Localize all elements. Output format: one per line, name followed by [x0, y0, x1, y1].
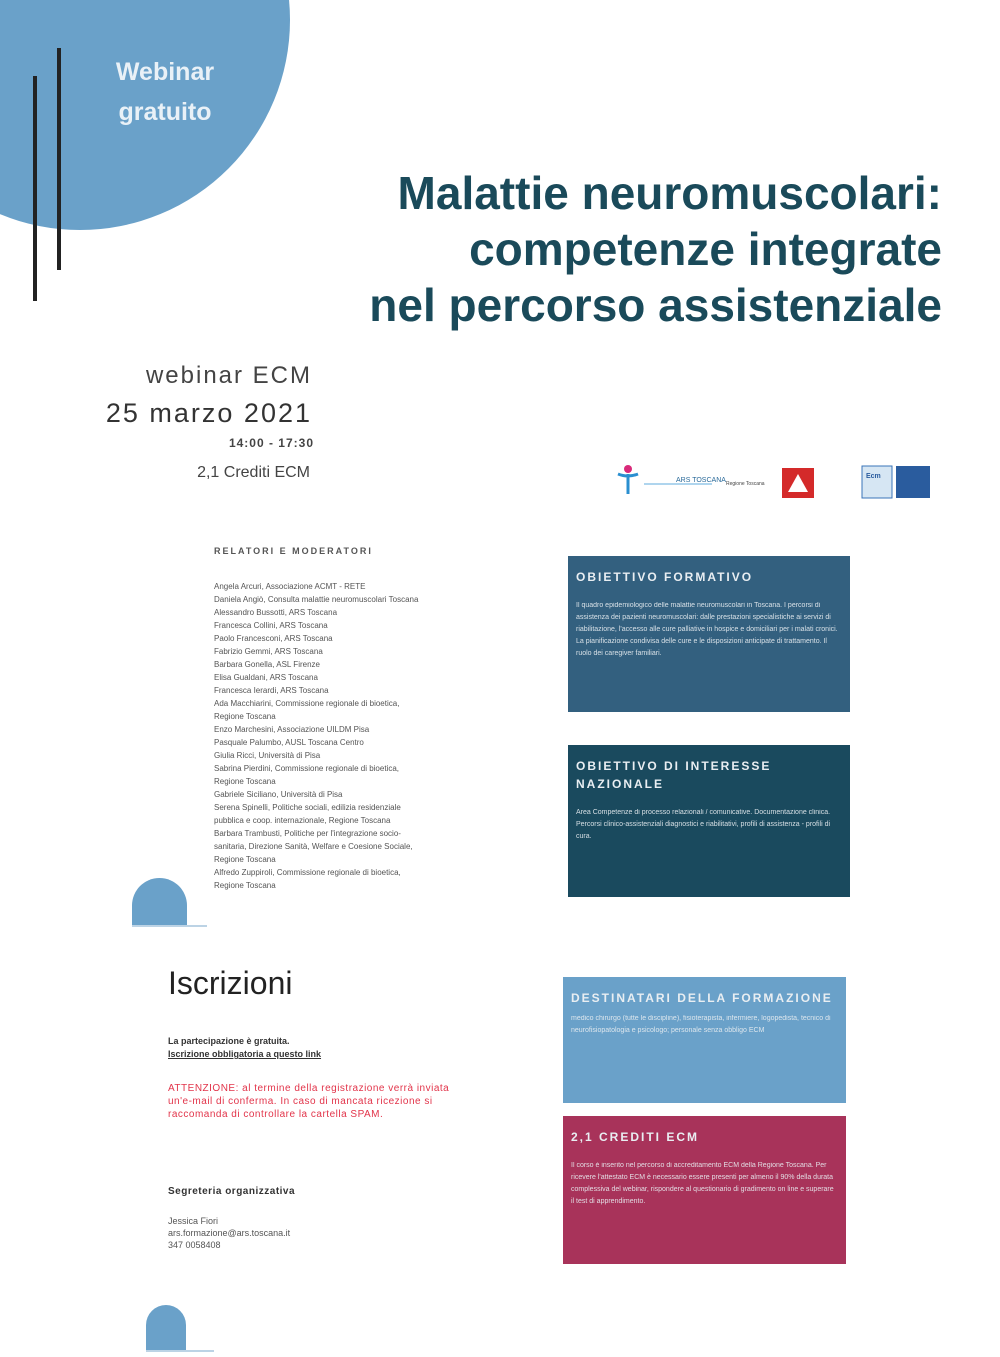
speaker-item: Ada Macchiarini, Commissione regionale di bioetica,	[214, 699, 400, 708]
speaker-item: Elisa Gualdani, ARS Toscana	[214, 673, 318, 682]
speaker-item: Regione Toscana	[214, 855, 276, 864]
title-line3: nel percorso assistenziale	[369, 279, 942, 331]
speaker-item: Francesca Ierardi, ARS Toscana	[214, 686, 329, 695]
card-obiettivo-nazionale	[568, 745, 850, 897]
speaker-item: pubblica e coop. internazionale, Regione Toscana	[214, 816, 391, 825]
speaker-item: Regione Toscana	[214, 777, 276, 786]
speaker-item: Pasquale Palumbo, AUSL Toscana Centro	[214, 738, 364, 747]
decorative-underline-1	[132, 925, 207, 927]
event-credits: 2,1 Crediti ECM	[197, 464, 310, 481]
ecm-logo-text: Ecm	[866, 473, 881, 480]
card-crediti-text: Il corso è inserito nel percorso di accreditamento ECM della Regione Toscana. Per ricevere l'attestato ECM è necessario essere presenti per almeno il 90% della durata complessiva del webinar, rispondere al questionario di gradimento on line e superare il test di apprendimento.	[571, 1162, 834, 1205]
decorative-half-circle-1	[132, 878, 187, 925]
webinar-badge	[70, 52, 260, 132]
speaker-item: Barbara Trambusti, Politiche per l'integrazione socio-	[214, 829, 401, 838]
regione-toscana-logo	[726, 466, 818, 500]
speaker-item: Regione Toscana	[214, 881, 276, 890]
card-obiettivo-heading: OBIETTIVO FORMATIVO	[576, 570, 754, 584]
page-title	[182, 165, 942, 333]
badge-line2: gratuito	[118, 98, 212, 126]
card-destinatari-heading: DESTINATARI DELLA FORMAZIONE	[571, 991, 833, 1005]
badge-line1: Webinar	[115, 58, 215, 86]
speaker-item: Sabrina Pierdini, Commissione regionale di bioetica,	[214, 764, 399, 773]
card-nazionale-heading: OBIETTIVO DI INTERESSE NAZIONALE	[576, 759, 772, 791]
registration-link[interactable]: Iscrizione obbligatoria a questo link	[168, 1049, 322, 1059]
ecm-logo	[862, 466, 930, 498]
ars-toscana-logo	[614, 462, 726, 496]
iscrizioni-free: La partecipazione è gratuita.	[168, 1036, 290, 1046]
registration-warning: ATTENZIONE: al termine della registrazione verrà inviata un'e-mail di conferma. In caso di mancata ricezione si raccomanda di controllare la cartella SPAM.	[168, 1083, 450, 1120]
card-crediti-ecm	[563, 1116, 846, 1264]
card-crediti-heading: 2,1 CREDITI ECM	[571, 1130, 700, 1144]
event-time: 14:00 - 17:30	[228, 436, 314, 450]
card-nazionale-text: Area Competenze di processo relazionali / comunicative. Documentazione clinica. Percorsi clinico-assistenziali diagnostici e riabilitativi, profili di assistenza - profili di cura.	[576, 809, 831, 840]
speaker-item: Serena Spinelli, Politiche sociali, edilizia residenziale	[214, 803, 401, 812]
speakers-heading: RELATORI E MODERATORI	[214, 546, 373, 556]
title-line2: competenze integrate	[469, 223, 942, 275]
card-obiettivo-formativo	[568, 556, 850, 712]
speaker-item: Francesca Collini, ARS Toscana	[214, 621, 328, 630]
card-obiettivo-text: Il quadro epidemiologico delle malattie neuromuscolari in Toscana. I percorsi di assistenza dei pazienti neuromuscolari: dalle prestazioni specialistiche ai servizi di riabilitazione, l'accesso alle cure palliative in hospice e domiciliari per i malati cronici. La pianificazione condivisa delle cure e le disposizioni anticipate di trattamento. Il ruolo dei caregiver familiari.	[576, 602, 838, 657]
speaker-item: Daniela Angiò, Consulta malattie neuromuscolari Toscana	[214, 595, 419, 604]
card-destinatari-text: medico chirurgo (tutte le discipline), fisioterapista, infermiere, logopedista, tecnico di neurofisiopatologia e psicologo; personale senza obbligo ECM	[571, 1015, 831, 1034]
speaker-item: Angela Arcuri, Associazione ACMT - RETE	[214, 582, 366, 591]
event-date: 25 marzo 2021	[105, 398, 312, 428]
speaker-item: Giulia Ricci, Università di Pisa	[214, 751, 321, 760]
contact-name: Jessica Fiori	[168, 1216, 219, 1226]
segreteria-contact	[168, 1215, 290, 1251]
decorative-half-circle-2	[146, 1305, 186, 1351]
speaker-item: Enzo Marchesini, Associazione UILDM Pisa	[214, 725, 370, 734]
speaker-item: Alfredo Zuppiroli, Commissione regionale di bioetica,	[214, 868, 401, 877]
decorative-line-right	[57, 48, 61, 270]
speaker-item: Alessandro Bussotti, ARS Toscana	[214, 608, 338, 617]
speaker-item: Fabrizio Gemmi, ARS Toscana	[214, 647, 323, 656]
speaker-item: Paolo Francesconi, ARS Toscana	[214, 634, 333, 643]
segreteria-heading: Segreteria organizzativa	[168, 1186, 296, 1197]
contact-phone: 347 0058408	[168, 1240, 221, 1250]
speaker-item: Regione Toscana	[214, 712, 276, 721]
speaker-item: Gabriele Siciliano, Università di Pisa	[214, 790, 343, 799]
iscrizioni-heading: Iscrizioni	[168, 965, 293, 1001]
event-type: webinar ECM	[145, 362, 312, 389]
speaker-item: Barbara Gonella, ASL Firenze	[214, 660, 320, 669]
speakers-list	[214, 580, 544, 892]
card-destinatari	[563, 977, 846, 1103]
title-line1: Malattie neuromuscolari:	[397, 167, 942, 219]
decorative-underline-2	[146, 1350, 214, 1352]
decorative-line-left	[33, 76, 37, 301]
contact-email-link[interactable]: ars.formazione@ars.toscana.it	[168, 1228, 291, 1238]
ars-logo-text: ARS TOSCANA	[676, 477, 726, 484]
speaker-item: sanitaria, Direzione Sanità, Welfare e Coesione Sociale,	[214, 842, 413, 851]
regione-logo-text: Regione Toscana	[726, 481, 765, 487]
iscrizioni-info	[168, 1035, 408, 1061]
